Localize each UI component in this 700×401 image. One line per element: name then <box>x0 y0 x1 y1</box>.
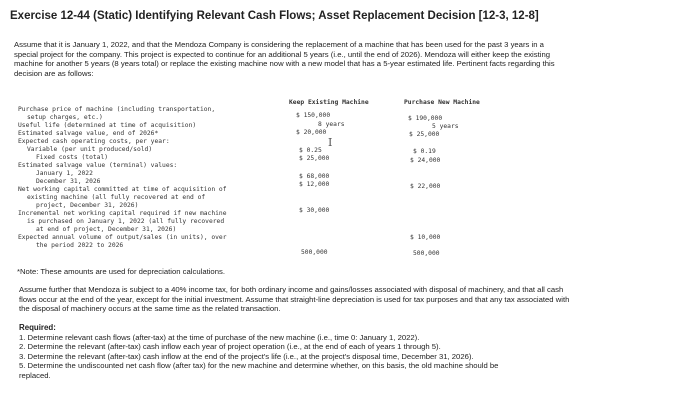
required-item: 5. Determine the undiscounted net cash flow (after tax) for the new machine and determine whether, on this basis, the old machine should be replaced. <box>19 361 499 380</box>
cell-keep-working-capital: $ 30,000 <box>299 207 330 214</box>
row-label: Net working capital committed at time of acquisition of <box>18 186 227 193</box>
row-label: Expected annual volume of output/sales (in units), over <box>18 234 227 241</box>
row-label: Incremental net working capital required if new machine <box>18 210 227 217</box>
required-list <box>19 333 579 380</box>
col-header-keep: Keep Existing Machine <box>289 99 369 106</box>
row-label: the period 2022 to 2026 <box>36 242 124 249</box>
row-label: Estimated salvage value (terminal) values: <box>18 162 178 169</box>
row-label: Variable (per unit produced/sold) <box>27 146 153 153</box>
required-item: 1. Determine relevant cash flows (after-tax) at the time of purchase of the new machine (i.e., time 0: January 1, 2022). <box>19 333 420 342</box>
cell-new-volume: 500,000 <box>413 250 440 257</box>
required-item: 3. Determine the relevant (after-tax) cash inflow at the end of the project's life (i.e., at the project's disposal time, December 31, 2026). <box>19 351 474 361</box>
assumption-paragraph: Assume further that Mendoza is subject to a 40% income tax, for both ordinary income and gains/losses associated with disposal of machinery, and that all cash flows occur at the end of the year, except for the initial investment. Assume that straight-line depreciation is used for tax purposes and that any tax associated with the disposal of machinery occurs at the same time as the related transaction. <box>19 285 570 314</box>
cell-keep-salvage-dec-2026: $ 12,000 <box>299 181 330 188</box>
facts-table <box>0 94 700 264</box>
row-label: project, December 31, 2026) <box>36 202 139 209</box>
cell-new-working-capital: $ 10,000 <box>410 234 441 241</box>
cell-new-useful-life: 5 years <box>432 123 459 130</box>
row-label: Expected cash operating costs, per year: <box>18 138 170 145</box>
cell-new-purchase-price: $ 190,000 <box>408 115 443 122</box>
row-label: existing machine (all fully recovered at end of <box>27 194 206 201</box>
cell-keep-salvage-jan-2022: $ 68,000 <box>299 173 330 180</box>
cell-new-variable-cost: $ 0.19 <box>413 148 436 155</box>
row-label: Purchase price of machine (including transportation, <box>18 106 216 113</box>
cell-new-fixed-cost: $ 24,000 <box>410 157 441 164</box>
col-header-purchase: Purchase New Machine <box>404 99 480 106</box>
row-label: Fixed costs (total) <box>36 154 109 161</box>
text-cursor-icon: Ⅰ <box>328 136 333 149</box>
row-label: is purchased on January 1, 2022 (all fully recovered <box>27 218 225 225</box>
row-label: setup charges, etc.) <box>27 114 103 121</box>
cell-keep-fixed-cost: $ 25,000 <box>299 155 330 162</box>
row-label: December 31, 2026 <box>36 178 101 185</box>
exercise-title: Exercise 12-44 (Static) Identifying Relevant Cash Flows; Asset Replacement Decision [12-3, 12-8] <box>10 10 539 22</box>
row-label: at end of project, December 31, 2026) <box>36 226 177 233</box>
cell-keep-salvage-2026: $ 20,000 <box>296 129 327 136</box>
required-heading: Required: <box>19 323 56 332</box>
depreciation-note: *Note: These amounts are used for depreciation calculations. <box>17 267 225 276</box>
row-label: January 1, 2022 <box>36 170 93 177</box>
cell-keep-volume: 500,000 <box>301 249 328 256</box>
cell-keep-useful-life: 8 years <box>318 121 345 128</box>
cell-keep-variable-cost: $ 0.25 <box>299 147 322 154</box>
required-item: 2. Determine the relevant (after-tax) cash inflow each year of project operation (i.e., at the end of each of years 1 through 5). <box>19 342 441 352</box>
row-label: Estimated salvage value, end of 2026* <box>18 130 159 137</box>
intro-paragraph: Assume that it is January 1, 2022, and that the Mendoza Company is considering the replacement of a machine that has been used for the past 3 years in a special project for the company. This project is expected to continue for an additional 5 years (i.e., until the end of 2026). Mendoza will either keep the existing machine for another 5 years (8 years total) or replace the existing machine now with a new model that has a 5-year estimated life. Pertinent facts regarding this decision are as follows: <box>14 40 555 78</box>
cell-new-salvage-dec-2026: $ 22,000 <box>410 183 441 190</box>
cell-new-salvage-2026: $ 25,000 <box>409 131 440 138</box>
row-label: Useful life (determined at time of acquisition) <box>18 122 197 129</box>
cell-keep-purchase-price: $ 150,000 <box>296 112 331 119</box>
